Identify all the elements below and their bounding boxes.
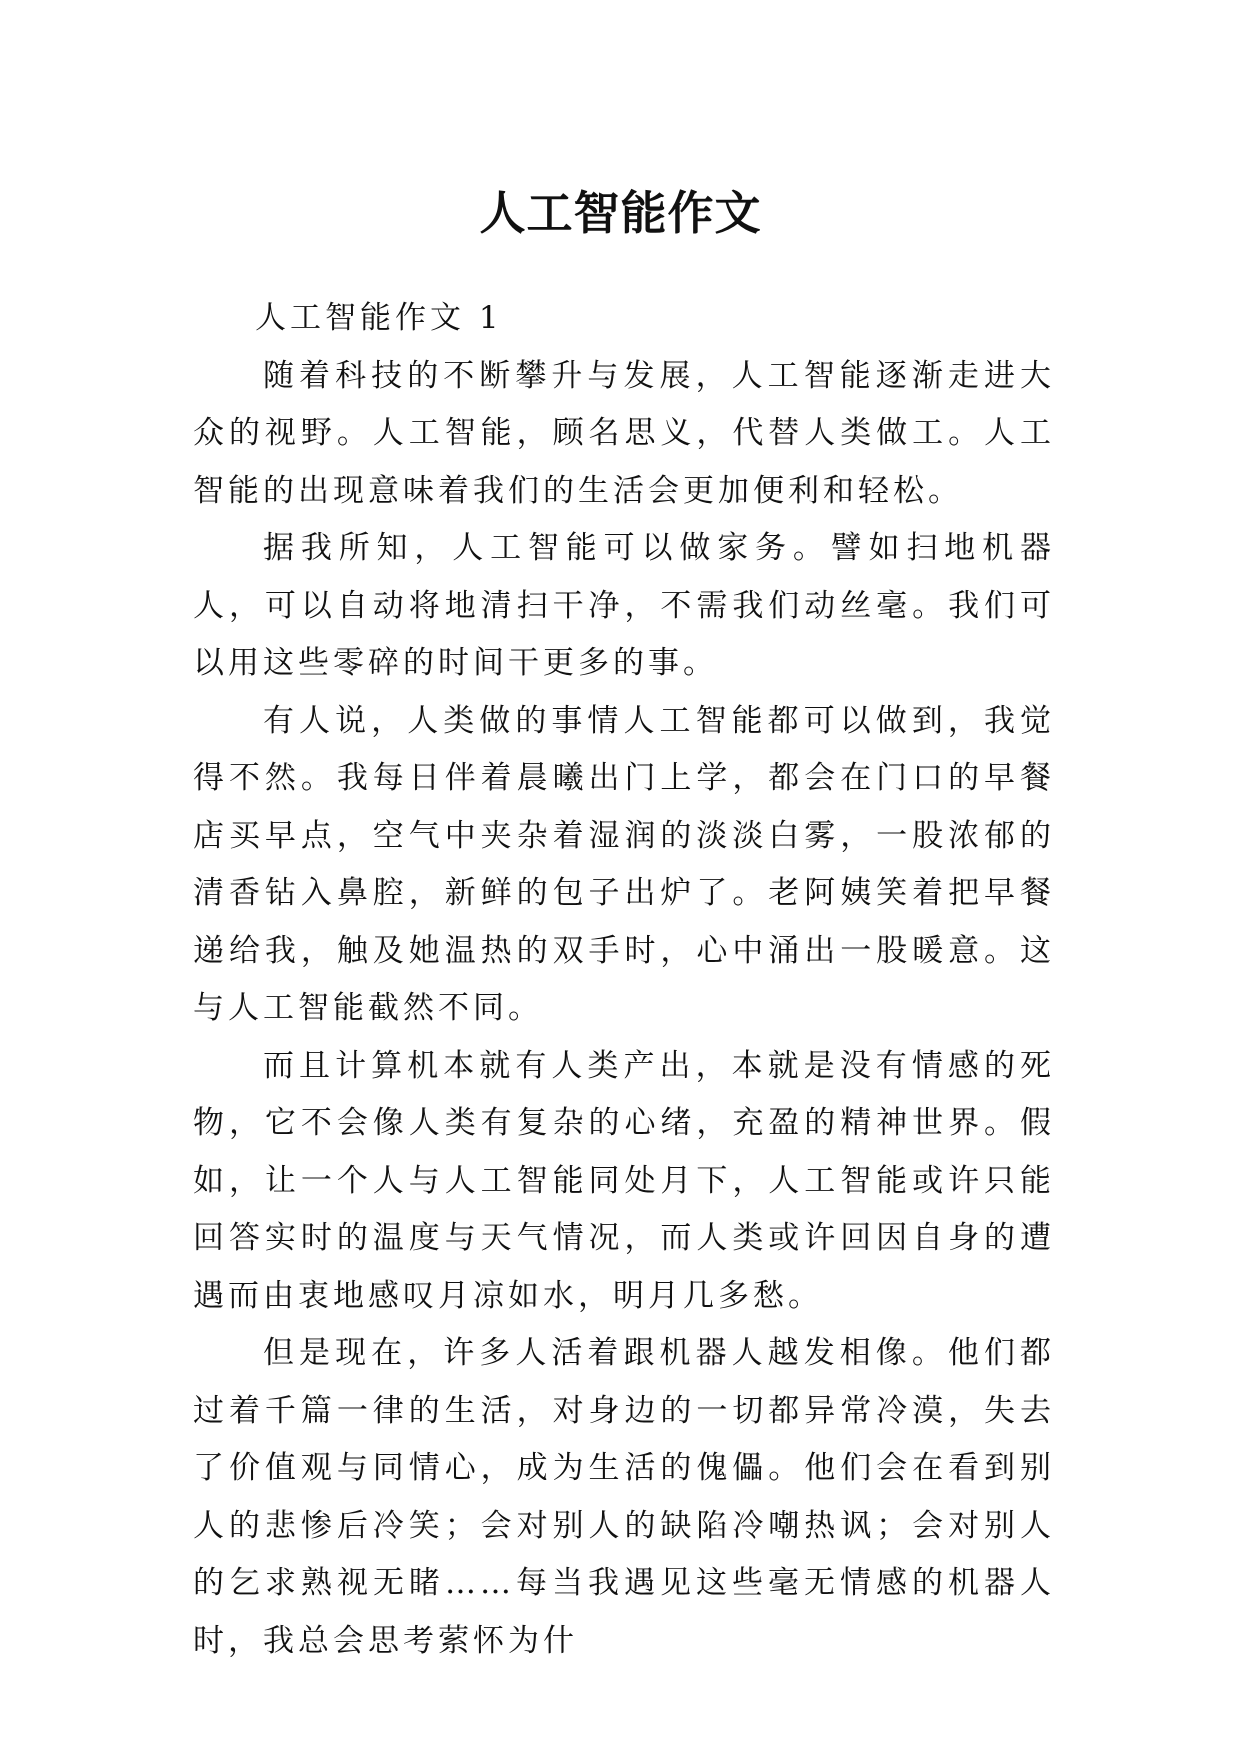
- document-title: 人工智能作文: [479, 185, 762, 240]
- paragraph-2: 据我所知，人工智能可以做家务。譬如扫地机器人，可以自动将地清扫干净，不需我们动丝毫。我们可以用这些零碎的时间干更多的事。: [193, 530, 1055, 681]
- paragraph-4: 而且计算机本就有人类产出，本就是没有情感的死物，它不会像人类有复杂的心绪，充盈的精神世界。假如，让一个人与人工智能同处月下，人工智能或许只能回答实时的温度与天气情况，而人类或许回因自身的遭遇而由衷地感叹月凉如水，明月几多愁。: [193, 1047, 1055, 1314]
- paragraph-1: 随着科技的不断攀升与发展，人工智能逐渐走进大众的视野。人工智能，顾名思义，代替人类做工。人工智能的出现意味着我们的生活会更加便利和轻松。: [193, 357, 1055, 509]
- document-body: [193, 290, 1055, 1670]
- section-heading: 人工智能作文 1: [255, 300, 503, 336]
- paragraph-5: 但是现在，许多人活着跟机器人越发相像。他们都过着千篇一律的生活，对身边的一切都异常冷漠，失去了价值观与同情心，成为生活的傀儡。他们会在看到别人的悲惨后冷笑；会对别人的缺陷冷嘲热讽；会对别人的乞求熟视无睹……每当我遇见这些毫无情感的机器人时，我总会思考萦怀为什: [193, 1335, 1055, 1659]
- paragraph-3: 有人说，人类做的事情人工智能都可以做到，我觉得不然。我每日伴着晨曦出门上学，都会在门口的早餐店买早点，空气中夹杂着湿润的淡淡白雾，一股浓郁的清香钻入鼻腔，新鲜的包子出炉了。老阿姨笑着把早餐递给我，触及她温热的双手时，心中涌出一股暖意。这与人工智能截然不同。: [193, 702, 1055, 1026]
